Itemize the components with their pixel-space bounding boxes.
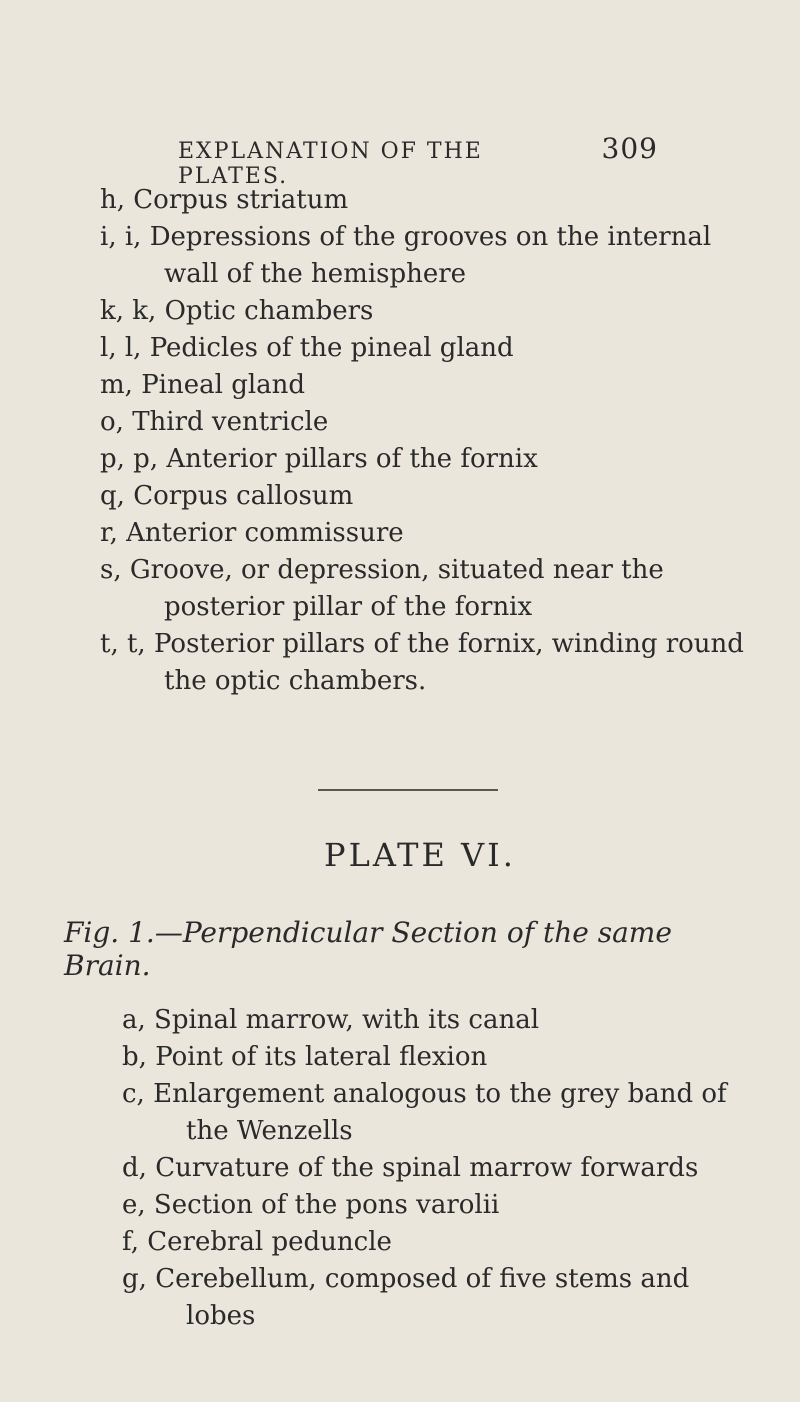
entry-key: k, k, (100, 296, 157, 326)
entry-key: b, (122, 1042, 147, 1072)
list-item (122, 1224, 762, 1261)
entry-key: a, (122, 1005, 146, 1035)
entry-text: Groove, or depression, situated near the posterior pillar of the fornix (129, 555, 664, 622)
entry-key: s, (100, 555, 122, 585)
entry-text: Depressions of the grooves on the internal wall of the hemisphere (149, 222, 712, 289)
entry-key: f, (122, 1227, 139, 1257)
entry-key: r, (100, 518, 118, 548)
entry-text: Third ventricle (132, 407, 329, 437)
entry-text: Pineal gland (141, 370, 306, 400)
list-item (100, 330, 760, 367)
list-item (100, 404, 760, 441)
list-item (122, 1187, 762, 1224)
page-number: 309 (601, 132, 658, 165)
entry-text: Spinal marrow, with its canal (154, 1005, 540, 1035)
plate-heading: PLATE VI. (324, 836, 516, 874)
entry-key: p, p, (100, 444, 159, 474)
figure-caption: Fig. 1.—Perpendicular Section of the same Brain. (64, 916, 672, 982)
list-item (100, 515, 760, 552)
running-title: EXPLANATION OF THE PLATES. (178, 139, 483, 189)
entry-text: Anterior commissure (126, 518, 404, 548)
list-item (100, 626, 760, 700)
entry-key: d, (122, 1153, 147, 1183)
entry-key: e, (122, 1190, 146, 1220)
list-item (100, 441, 760, 478)
list-item (122, 1261, 762, 1335)
entry-key: g, (122, 1264, 147, 1294)
entry-text: Enlargement analogous to the grey band of the Wenzells (153, 1079, 727, 1146)
entry-key: t, t, (100, 629, 146, 659)
entry-key: i, i, (100, 222, 142, 252)
list-item (100, 478, 760, 515)
entry-text: Cerebral peduncle (147, 1227, 392, 1257)
entry-text: Anterior pillars of the fornix (166, 444, 538, 474)
legend-list-plate-v (0, 182, 800, 700)
entry-key: q, (100, 481, 125, 511)
entry-key: m, (100, 370, 133, 400)
entry-key: o, (100, 407, 124, 437)
list-item (122, 1002, 762, 1039)
entry-text: Section of the pons varolii (153, 1190, 500, 1220)
section-divider (318, 789, 498, 791)
list-item (100, 182, 760, 219)
list-item (122, 1076, 762, 1150)
list-item (122, 1039, 762, 1076)
entry-text: Corpus callosum (133, 481, 354, 511)
list-item (100, 293, 760, 330)
entry-key: c, (122, 1079, 145, 1109)
entry-text: Pedicles of the pineal gland (149, 333, 514, 363)
list-item (100, 219, 760, 293)
entry-key: l, l, (100, 333, 142, 363)
legend-list-plate-vi (0, 1002, 800, 1335)
entry-text: Optic chambers (164, 296, 374, 326)
list-item (100, 552, 760, 626)
entry-text: Cerebellum, composed of five stems and lobes (155, 1264, 690, 1331)
entry-text: Curvature of the spinal marrow forwards (155, 1153, 699, 1183)
entry-text: Corpus striatum (133, 185, 349, 215)
list-item (122, 1150, 762, 1187)
entry-text: Point of its lateral flexion (155, 1042, 488, 1072)
list-item (100, 367, 760, 404)
running-header (178, 132, 658, 189)
entry-key: h, (100, 185, 126, 215)
entry-text: Posterior pillars of the fornix, winding round the optic chambers. (153, 629, 744, 696)
